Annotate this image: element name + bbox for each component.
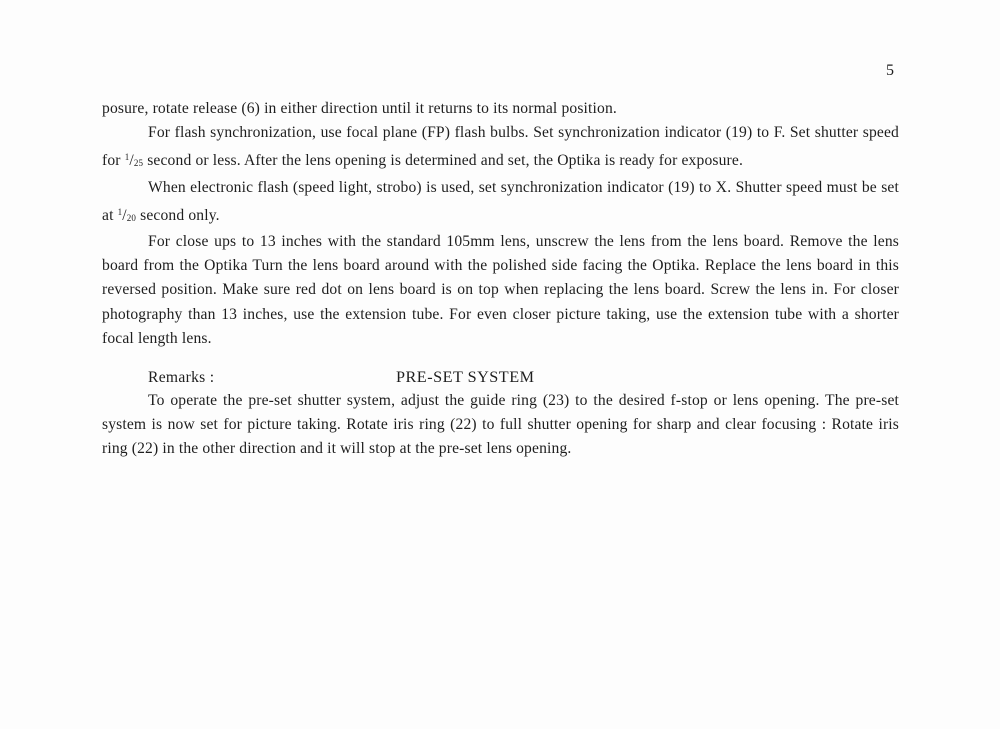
- paragraph-pre-set-system: To operate the pre-set shutter system, adjust the guide ring (23) to the desired f-stop or lens opening. The pre-set system is now set for picture taking. Rotate iris ring (22) to full shutter opening for sharp and clear focusing : Rotate iris ring (22) in the other direction and it will stop at the pre-set lens opening.: [102, 392, 899, 458]
- fraction-denominator: 25: [133, 158, 144, 169]
- paragraph-exposure-continuation: posure, rotate release (6) in either direction until it returns to its normal position.: [102, 100, 617, 117]
- body-text: [102, 97, 899, 462]
- section-header: [102, 364, 899, 388]
- flash-sync-text-1: For flash synchronization, use focal plane (FP) flash bulbs. Set synchronization indicator (19) to F. Set shutter speed for: [102, 124, 899, 170]
- fraction-numerator: 1: [124, 152, 130, 163]
- page-number: 5: [886, 62, 894, 79]
- paragraph-close-ups: For close ups to 13 inches with the standard 105mm lens, unscrew the lens from the lens board. Remove the lens board from the Optika Turn the lens board around with the polished side facing the Optika. Replace the lens board in this reversed position. Make sure red dot on lens board is on top when replacing the lens board. Screw the lens in. For closer photography than 13 inches, use the extension tube. For even closer picture taking, use the extension tube with a shorter focal length lens.: [102, 233, 899, 347]
- shutter-speed-fraction-20: $^1/_{20}$: [117, 206, 137, 224]
- section-title: PRE-SET SYSTEM: [396, 368, 535, 387]
- shutter-speed-fraction-25: $^1/_{25}$: [124, 152, 144, 170]
- fraction-denominator: 20: [126, 212, 137, 223]
- paragraph-electronic-flash: [102, 176, 899, 230]
- remarks-label: Remarks :: [148, 369, 215, 387]
- electronic-flash-text-2: second only.: [136, 206, 220, 224]
- paragraph-flash-synchronization: [102, 121, 899, 175]
- fraction-numerator: 1: [117, 206, 123, 217]
- electronic-flash-text-1: When electronic flash (speed light, strobo) is used, set synchronization indicator (19) to X. Shutter speed must be set at: [102, 178, 899, 224]
- flash-sync-text-2: second or less. After the lens opening is determined and set, the Optika is ready for exposure.: [143, 152, 744, 170]
